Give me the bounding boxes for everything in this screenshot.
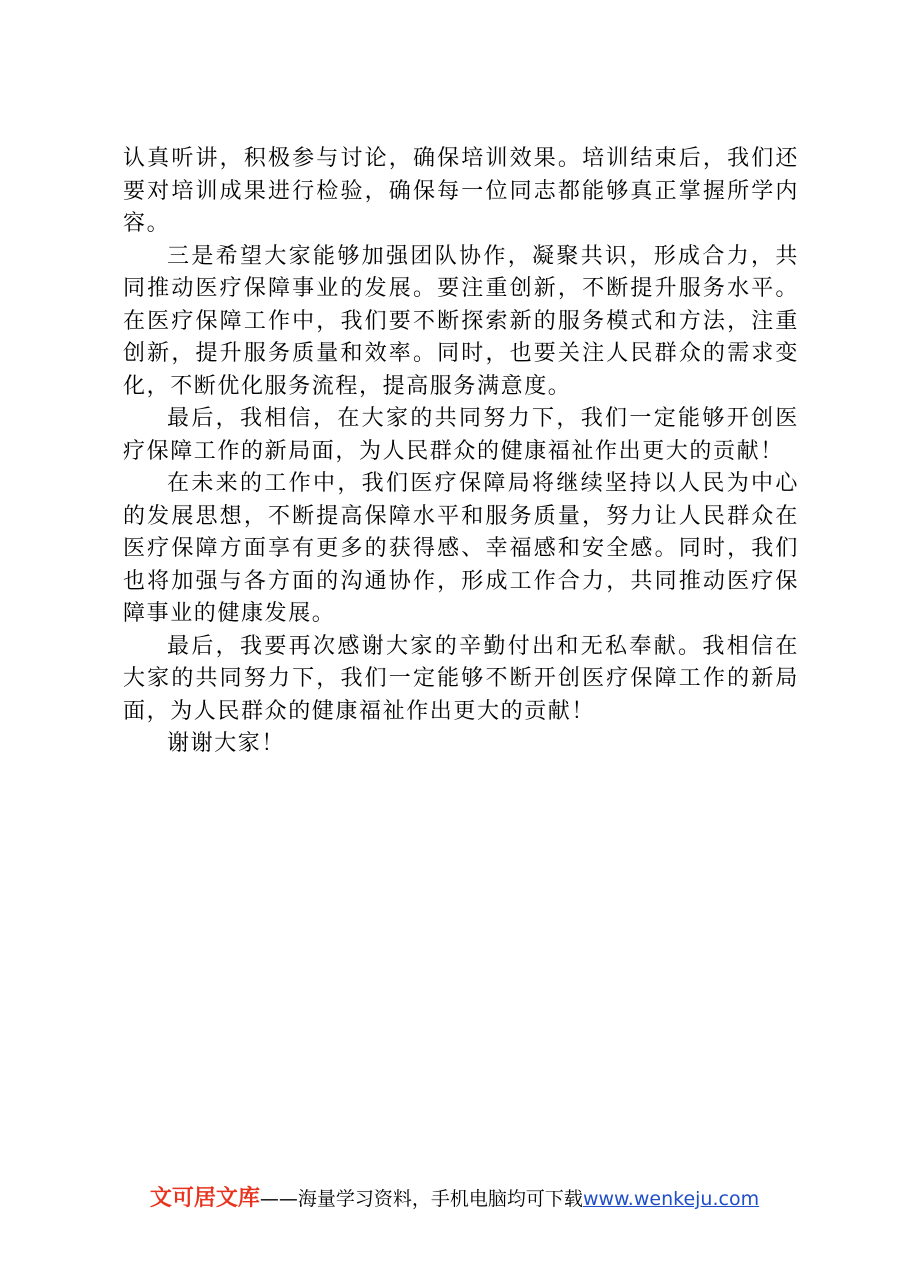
document-body [123, 143, 799, 761]
paragraph: 认真听讲，积极参与讨论，确保培训效果。培训结束后，我们还要对培训成果进行检验，确保每一位同志都能够真正掌握所学内容。 [123, 146, 799, 236]
page-footer [0, 1181, 909, 1212]
paragraph: 三是希望大家能够加强团队协作，凝聚共识，形成合力，共同推动医疗保障事业的发展。要注重创新，不断提升服务水平。在医疗保障工作中，我们要不断探索新的服务模式和方法，注重创新，提升服务质量和效率。同时，也要关注人民群众的需求变化，不断优化服务流程，提高服务满意度。 [123, 243, 799, 399]
paragraph: 在未来的工作中，我们医疗保障局将继续坚持以人民为中心的发展思想，不断提高保障水平和服务质量，努力让人民群众在医疗保障方面享有更多的获得感、幸福感和安全感。同时，我们也将加强与各方面的沟通协作，形成工作合力，共同推动医疗保障事业的健康发展。 [123, 471, 799, 626]
footer-link[interactable]: www.wenkeju.com [582, 1188, 760, 1210]
footer-tagline: ——海量学习资料，手机电脑均可下载 [259, 1188, 583, 1210]
paragraph: 最后，我要再次感谢大家的辛勤付出和无私奉献。我相信在大家的共同努力下，我们一定能够不断开创医疗保障工作的新局面，为人民群众的健康福祉作出更大的贡献！ [123, 633, 799, 724]
paragraph: 最后，我相信，在大家的共同努力下，我们一定能够开创医疗保障工作的新局面，为人民群众的健康福祉作出更大的贡献！ [123, 406, 799, 464]
closing-paragraph: 谢谢大家！ [167, 731, 286, 756]
footer-brand: 文可居文库 [149, 1186, 260, 1211]
